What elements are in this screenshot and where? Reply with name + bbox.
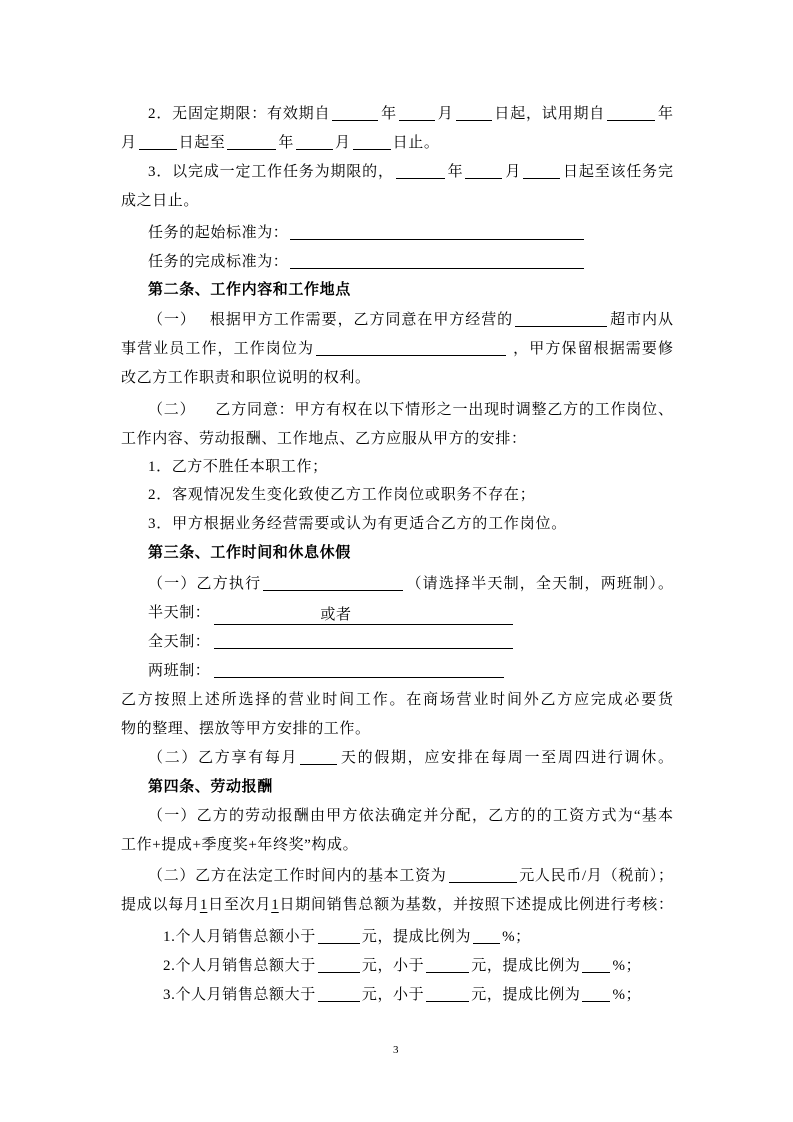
tier-text: %； bbox=[612, 958, 642, 974]
tier-text: 元，提成比例为 bbox=[471, 958, 581, 974]
blank-line bbox=[227, 135, 276, 150]
blank-line bbox=[426, 987, 469, 1002]
article-3-heading bbox=[148, 543, 351, 563]
start-day-value: 1 bbox=[199, 897, 208, 913]
clause-text: 日期间销售总额为基数，并按照下述提成比例进行考核： bbox=[278, 897, 673, 913]
clause-text: （一）乙方执行 bbox=[148, 576, 262, 592]
field-label: 半天制： bbox=[148, 605, 211, 621]
article-2-heading bbox=[148, 280, 351, 300]
open-ended-term-line bbox=[148, 104, 673, 124]
blank-line bbox=[332, 106, 378, 121]
month-label: 月 bbox=[121, 135, 137, 151]
blank-line bbox=[582, 987, 610, 1002]
task-start-standard-line bbox=[148, 223, 586, 243]
tier-text: 2.个人月销售总额大于 bbox=[163, 958, 316, 974]
end-day-value: 1 bbox=[271, 897, 279, 913]
clause-text: 元人民币/月（税前）； bbox=[518, 868, 673, 884]
clause-text: 乙方同意：甲方有权在以下情形之一出现时调整乙方的工作岗位、 bbox=[215, 402, 673, 418]
blank-line bbox=[214, 606, 513, 625]
blank-line bbox=[353, 135, 391, 150]
month-label: 月 bbox=[436, 106, 454, 122]
tier-text: 3.个人月销售总额大于 bbox=[163, 987, 316, 1003]
commission-tier-row bbox=[163, 985, 641, 1005]
article-3-item-1-line bbox=[148, 574, 673, 594]
blank-line bbox=[290, 254, 584, 269]
task-based-term-line bbox=[148, 162, 673, 182]
blank-line bbox=[607, 106, 655, 121]
year-label: 年 bbox=[380, 106, 397, 122]
blank-line bbox=[523, 164, 560, 179]
commission-basis-line bbox=[121, 895, 673, 915]
blank-line bbox=[515, 312, 607, 327]
clause-text: 物的整理、摆放等甲方安排的工作。 bbox=[121, 721, 371, 737]
blank-line bbox=[300, 750, 337, 765]
full-day-schedule-line bbox=[148, 632, 515, 652]
blank-line bbox=[296, 135, 333, 150]
blank-line bbox=[318, 958, 360, 973]
year-label: 年 bbox=[446, 164, 464, 180]
item-marker: （一） bbox=[148, 312, 196, 328]
condition-text: 2．客观情况发生变化致使乙方工作岗位或职务不存在； bbox=[148, 487, 536, 503]
half-day-schedule-line bbox=[148, 603, 513, 623]
blank-line bbox=[316, 341, 506, 356]
task-based-term-line-end bbox=[121, 191, 199, 211]
clause-text: 工作+提成+季度奖+年终奖”构成。 bbox=[121, 837, 359, 853]
condition-item bbox=[148, 457, 328, 477]
page-number: 3 bbox=[393, 1044, 399, 1056]
clause-text: 日至次月 bbox=[207, 897, 272, 913]
clause-text: 工作内容、劳动报酬、工作地点、乙方应服从甲方的安排： bbox=[121, 431, 527, 447]
clause-text: 成之日止。 bbox=[121, 193, 200, 209]
two-shift-schedule-line bbox=[148, 661, 506, 681]
blank-line bbox=[449, 868, 517, 883]
clause-text: 改乙方工作职责和职位说明的权利。 bbox=[121, 370, 371, 386]
article-4-item-1-line bbox=[121, 835, 358, 855]
day-label: 日起至该任务完 bbox=[562, 164, 673, 180]
blank-line bbox=[456, 106, 492, 121]
tier-text: 元，提成比例为 bbox=[471, 987, 581, 1003]
blank-line bbox=[318, 929, 360, 944]
clause-text: 事营业员工作，工作岗位为 bbox=[121, 341, 315, 357]
tier-text: 元，小于 bbox=[361, 958, 425, 974]
month-label: 月 bbox=[504, 164, 522, 180]
blank-line bbox=[473, 929, 500, 944]
article-2-item-2-line bbox=[148, 400, 673, 420]
probation-period-line bbox=[121, 133, 439, 153]
blank-line bbox=[290, 225, 584, 240]
blank-line bbox=[396, 164, 445, 179]
clause-text: 超市内从 bbox=[609, 312, 673, 328]
tier-text: %； bbox=[502, 929, 531, 945]
blank-line bbox=[582, 958, 610, 973]
item-marker: （二） bbox=[148, 402, 196, 418]
article-2-item-1-line bbox=[121, 339, 673, 359]
clause-text: （请选择半天制，全天制，两班制）。 bbox=[405, 576, 673, 592]
article-2-item-2-line bbox=[121, 429, 527, 449]
blank-line bbox=[465, 164, 502, 179]
article-3-item-2-line bbox=[148, 748, 673, 768]
field-label: 两班制： bbox=[148, 663, 211, 679]
clause-text: 2．无固定期限：有效期自 bbox=[148, 106, 331, 122]
field-label: 任务的完成标准为： bbox=[148, 254, 289, 270]
day-label: 日止。 bbox=[392, 135, 440, 151]
article-4-item-2-line bbox=[148, 866, 673, 886]
day-label: 日起至 bbox=[178, 135, 226, 151]
task-completion-standard-line bbox=[148, 252, 586, 272]
article-4-item-1-line bbox=[148, 806, 673, 826]
year-label: 年 bbox=[657, 106, 673, 122]
condition-item bbox=[148, 514, 567, 534]
commission-tier-row bbox=[163, 956, 641, 976]
day-label: 日起，试用期自 bbox=[493, 106, 606, 122]
blank-line bbox=[426, 958, 469, 973]
blank-line bbox=[214, 634, 513, 649]
tier-text: 元，小于 bbox=[361, 987, 425, 1003]
month-label: 月 bbox=[335, 135, 351, 151]
blank-line bbox=[139, 135, 177, 150]
or-text: 或者 bbox=[320, 607, 352, 623]
clause-text: 乙方按照上述所选择的营业时间工作。在商场营业时间外乙方应完成必要货 bbox=[121, 692, 673, 708]
field-label: 任务的起始标准为： bbox=[148, 225, 289, 241]
blank-line bbox=[318, 987, 360, 1002]
tier-text: %； bbox=[612, 987, 642, 1003]
section-heading: 第二条、工作内容和工作地点 bbox=[148, 282, 351, 298]
clause-text: 天的假期，应安排在每周一至周四进行调休。 bbox=[339, 750, 673, 766]
section-heading: 第三条、工作时间和休息休假 bbox=[148, 545, 351, 561]
condition-text: 1．乙方不胜任本职工作； bbox=[148, 459, 328, 475]
article-3-item-1-line bbox=[121, 719, 371, 739]
clause-text: （二）乙方在法定工作时间内的基本工资为 bbox=[148, 868, 447, 884]
article-2-item-1-line bbox=[121, 368, 371, 388]
year-label: 年 bbox=[278, 135, 295, 151]
article-2-item-1-line bbox=[148, 310, 673, 330]
clause-text: （一）乙方的劳动报酬由甲方依法确定并分配，乙方的的工资方式为“基本 bbox=[148, 808, 673, 824]
commission-tier-row bbox=[163, 927, 531, 947]
article-4-heading bbox=[148, 777, 273, 797]
section-heading: 第四条、劳动报酬 bbox=[148, 779, 273, 795]
clause-text: （二）乙方享有每月 bbox=[148, 750, 299, 766]
condition-item bbox=[148, 485, 536, 505]
blank-line bbox=[399, 106, 435, 121]
field-label: 全天制： bbox=[148, 634, 211, 650]
condition-text: 3．甲方根据业务经营需要或认为有更适合乙方的工作岗位。 bbox=[148, 516, 568, 532]
clause-text: 提成以每月 bbox=[121, 897, 200, 913]
blank-line bbox=[214, 663, 504, 678]
tier-text: 1.个人月销售总额小于 bbox=[163, 929, 316, 945]
clause-text: 3．以完成一定工作任务为期限的， bbox=[148, 164, 394, 180]
clause-text: ，甲方保留根据需要修 bbox=[512, 341, 673, 357]
blank-line bbox=[263, 576, 403, 591]
clause-text: 根据甲方工作需要，乙方同意在甲方经营的 bbox=[209, 312, 514, 328]
article-3-item-1-line bbox=[121, 690, 673, 710]
tier-text: 元，提成比例为 bbox=[361, 929, 472, 945]
